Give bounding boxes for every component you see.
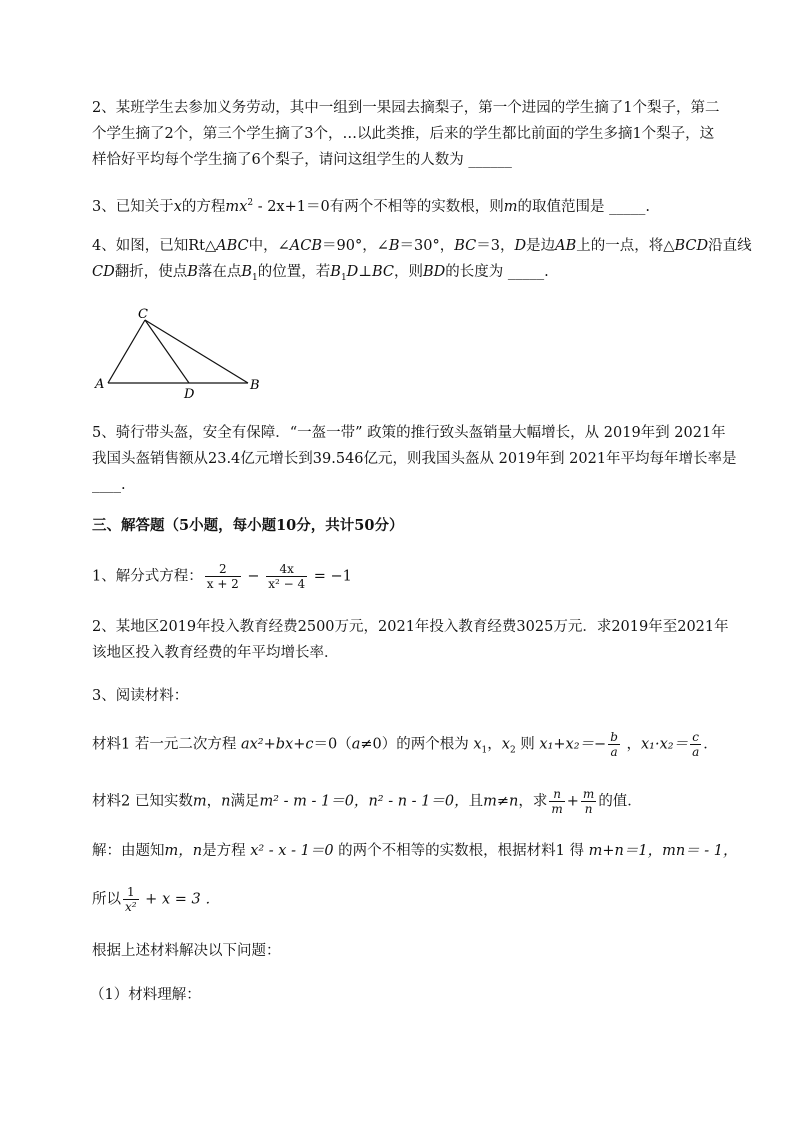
solve-question-1: 1、解分式方程： $\frac{2}{x + 2}$ − $\frac{4x}{\text{x² − 4}}$ = −1 [92,562,352,591]
question-2-fill [92,95,752,173]
part-1-label: （1）材料理解： [90,987,201,1003]
question-5-fill [92,420,752,498]
material-1: 材料1 若一元二次方程 ax²+bx+c＝0（a≠0）的两个根为 $x_1$，$x_2$ 则 x₁+x₂＝− $\frac{b}{a}$ ，x₁·x₂＝ $\frac{c}{a}$ ． [92,730,718,759]
q2-line-2: 个学生摘了2个，第三个学生摘了3个，…以此类推，后来的学生都比前面的学生多摘1个梨子，这 [92,126,715,142]
fraction-1: $\frac{2}{x + 2}$ [206,562,239,591]
material-2: 材料2 已知实数m，n满足m² - m - 1＝0，n² - n - 1＝0，且m≠n，求 $\frac{n}{m}$ + $\frac{m}{n}$ 的值． [92,787,642,816]
question-3-fill: 3、已知关于x的方程$mx^2 - 2x+1=0$有两个不相等的实数根，则m的取值范围是 _____. [92,198,650,215]
q2-line-3: 样恰好平均每个学生摘了6个梨子，请问这组学生的人数为 ______ [92,152,512,168]
triangle-figure [90,300,280,405]
label-a: A [95,377,105,392]
segment-cb [145,320,248,383]
section-3-heading: 三、解答题（5小题，每小题10分，共计50分） [92,517,404,534]
q5-line-3: ____. [92,477,126,493]
segment-cd [145,320,189,383]
fraction-2: $\frac{4x}{\text{x² − 4}}$ [268,562,306,591]
solve-question-2: 2、某地区2019年投入教育经费2500万元，2021年投入教育经费3025万元．求2019年至2021年 该地区投入教育经费的年平均增长率． [92,619,729,661]
therefore-line: 所以 $\frac{1}{\text{x²}}$ + x = 3 ． [92,885,220,914]
instruction-line: 根据上述材料解决以下问题： [92,943,281,959]
solution-line: 解：由题知m，n是方程 x² - x - 1＝0 的两个不相等的实数根，根据材料1 得 m+n＝1，mn＝ - 1， [92,843,738,859]
label-c: C [138,307,148,322]
q5-line-2: 我国头盔销售额从23.4亿元增长到39.546亿元，则我国头盔从 2019年到 2021年平均每年增长率是 [92,451,737,467]
question-4-fill: 4、如图，已知Rt△ABC中，∠ACB＝90°，∠B＝30°，BC＝3，D是边AB上的一点，将△BCD沿直线 CD翻折，使点B落在点$B_1$的位置，若$B_1D\perp BC$，则BD的长度为 _____. [92,238,752,283]
solve-question-3-intro: 3、阅读材料： [92,688,189,704]
q5-line-1: 5、骑行带头盔，安全有保障．“一盔一带” 政策的推行致头盔销量大幅增长，从 2019年到 2021年 [92,425,726,441]
label-d: D [184,387,195,402]
segment-ca [108,320,145,383]
q2-line-1: 2、某班学生去参加义务劳动，其中一组到一果园去摘梨子，第一个进园的学生摘了1个梨子，第二 [92,100,720,116]
label-b: B [250,378,260,393]
